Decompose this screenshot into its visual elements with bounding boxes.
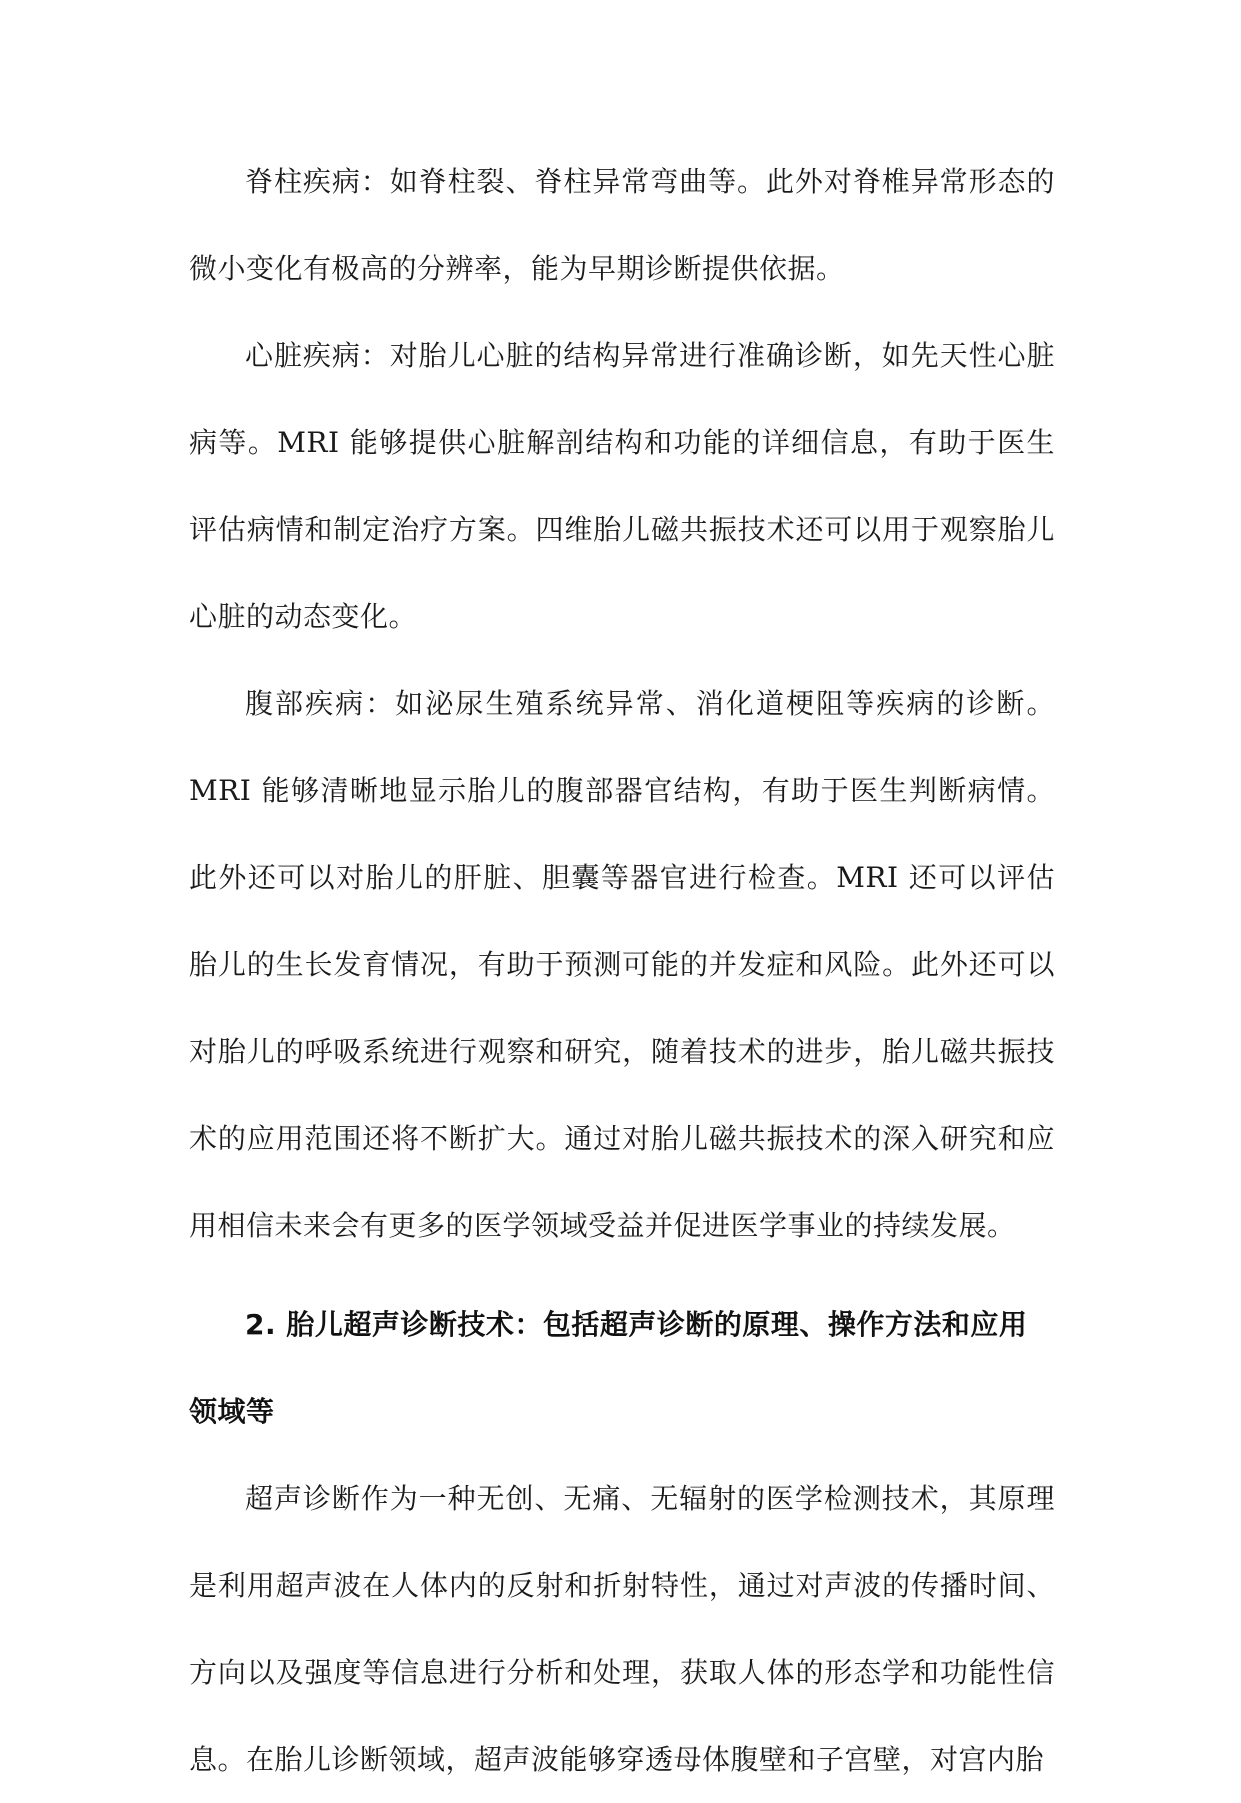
paragraph-ultrasound-principle: 超声诊断作为一种无创、无痛、无辐射的医学检测技术，其原理是利用超声波在人体内的反射和折射特性，通过对声波的传播时间、方向以及强度等信息进行分析和处理，获取人体的形态学和功能性信息。在胎儿诊断领域，超声波能够穿透母体腹壁和子宫壁，对宫内胎 — [189, 1482, 1055, 1776]
document-body — [189, 138, 1055, 1803]
section-heading: 2. 胎儿超声诊断技术：包括超声诊断的原理、操作方法和应用领域等 — [189, 1308, 1028, 1428]
paragraph-abdominal-disease: 腹部疾病：如泌尿生殖系统异常、消化道梗阻等疾病的诊断。MRI 能够清晰地显示胎儿的腹部器官结构，有助于医生判断病情。此外还可以对胎儿的肝脏、胆囊等器官进行检查。MRI 还可以评估胎儿的生长发育情况，有助于预测可能的并发症和风险。此外还可以对胎儿的呼吸系统进行观察和研究，随着技术的进步，胎儿磁共振技术的应用范围还将不断扩大。通过对胎儿磁共振技术的深入研究和应用相信未来会有更多的医学领域受益并促进医学事业的持续发展。 — [189, 687, 1055, 1242]
paragraph-heart-disease: 心脏疾病：对胎儿心脏的结构异常进行准确诊断，如先天性心脏病等。MRI 能够提供心脏解剖结构和功能的详细信息，有助于医生评估病情和制定治疗方案。四维胎儿磁共振技术还可以用于观察胎儿心脏的动态变化。 — [189, 339, 1055, 633]
paragraph-spine-disease: 脊柱疾病：如脊柱裂、脊柱异常弯曲等。此外对脊椎异常形态的微小变化有极高的分辨率，能为早期诊断提供依据。 — [189, 165, 1055, 285]
